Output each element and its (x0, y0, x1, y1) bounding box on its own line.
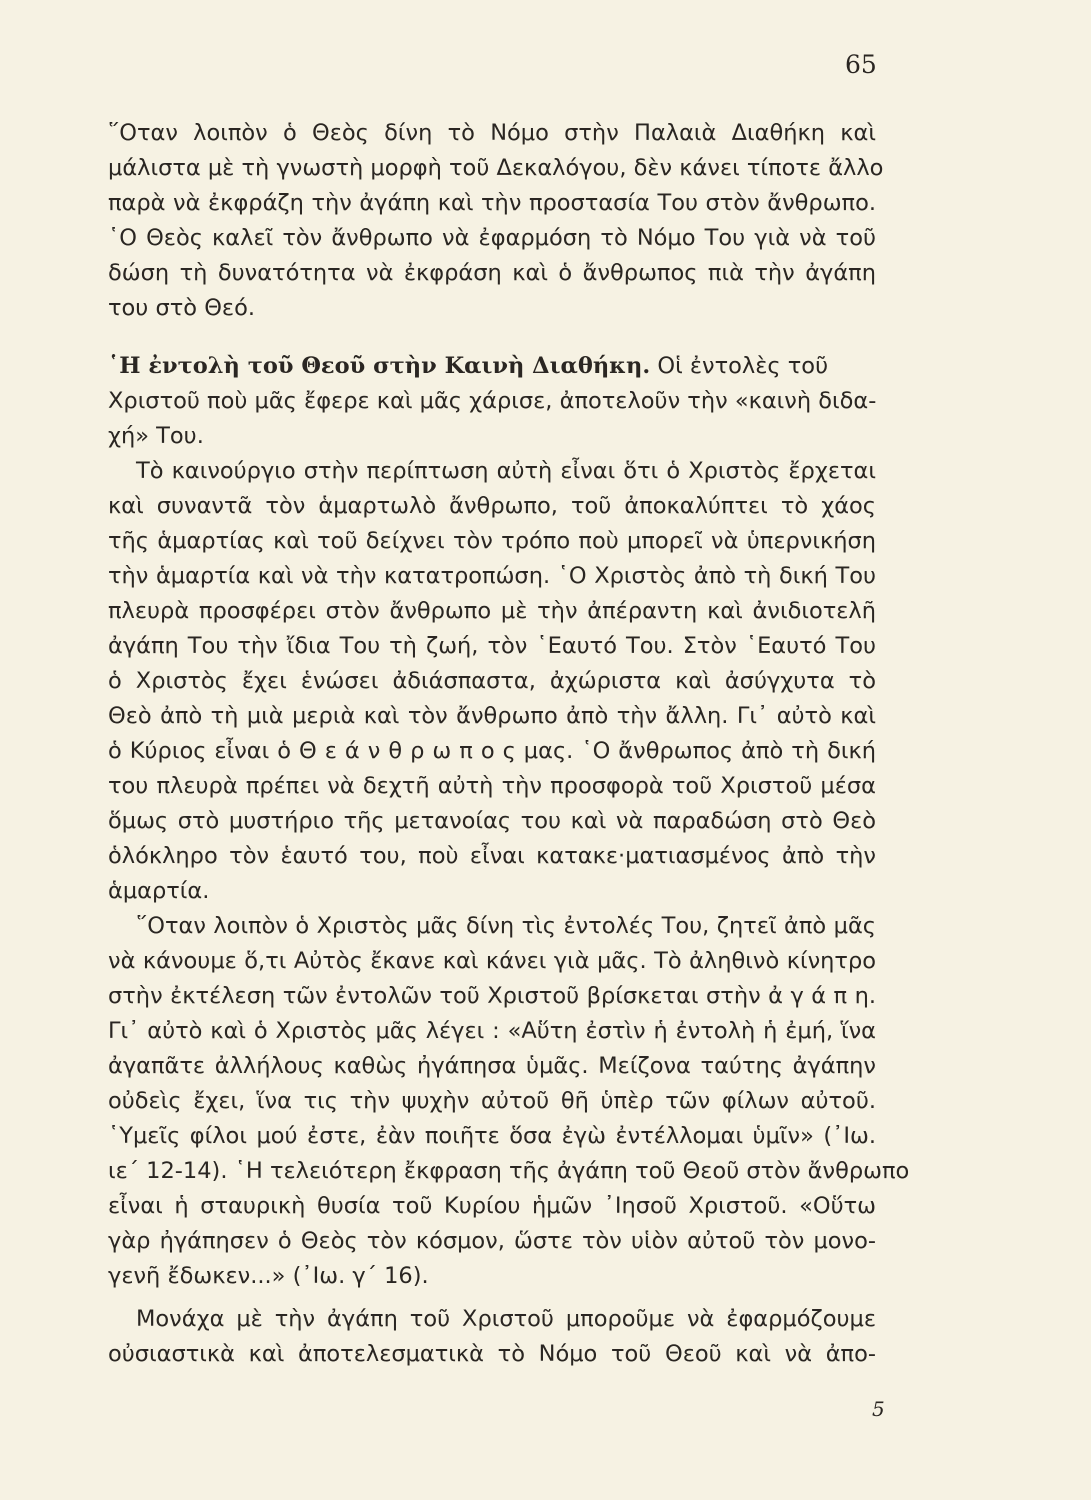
page-number: 65 (845, 50, 877, 79)
paragraph-3 (108, 454, 876, 489)
text-line: παρὰ νὰ ἐκφράζη τὴν ἀγάπη καὶ τὴν προστασία Του στὸν ἄνθρωπο. (108, 190, 876, 216)
text-line: ῾Ο Θεὸς καλεῖ τὸν ἄνθρωπο νὰ ἐφαρμόση τὸ Νόμο Του γιὰ νὰ τοῦ (108, 225, 876, 251)
text-line: πλευρὰ προσφέρει στὸν ἄνθρωπο μὲ τὴν ἀπέραντη καὶ ἀνιδιοτελῆ (108, 598, 876, 624)
paragraph-5 (108, 1302, 876, 1337)
text-line: Θεὸ ἀπὸ τὴ μιὰ μεριὰ καὶ τὸν ἄνθρωπο ἀπὸ τὴν ἄλλη. Γι᾿ αὐτὸ καὶ (108, 703, 876, 729)
paragraph-1 (108, 116, 884, 326)
text-fragment: Οἱ ἐντολὲς τοῦ (650, 353, 829, 379)
body-text (108, 116, 910, 1372)
text-line: χή» Του. (108, 423, 204, 449)
text-line: καὶ συναντᾶ τὸν ἁμαρτωλὸ ἄνθρωπο, τοῦ ἀποκαλύπτει τὸ χάος (108, 493, 876, 519)
text-line: Χριστοῦ ποὺ μᾶς ἔφερε καὶ μᾶς χάρισε, ἀποτελοῦν τὴν «καινὴ διδα- (108, 388, 877, 414)
text-line: δώση τὴ δυνατότητα νὰ ἐκφράση καὶ ὁ ἄνθρωπος πιὰ τὴν ἀγάπη (108, 260, 876, 286)
text-line: Γι᾿ αὐτὸ καὶ ὁ Χριστὸς μᾶς λέγει : «Αὕτη ἐστὶν ἡ ἐντολὴ ἡ ἐμή, ἵνα (108, 1018, 876, 1044)
text-line: τὴν ἁμαρτία καὶ νὰ τὴν κατατροπώση. ῾Ο Χριστὸς ἀπὸ τὴ δική Του (108, 563, 876, 589)
text-line: ὁ Χριστὸς ἔχει ἑνώσει ἀδιάσπαστα, ἀχώριστα καὶ ἀσύγχυτα τὸ (108, 668, 876, 694)
text-line: ὁλόκληρο τὸν ἑαυτό του, ποὺ εἶναι κατακε·ματιασμένος ἀπὸ τὴν (108, 843, 876, 869)
paragraph-4-body (108, 944, 910, 1294)
text-line: ῾Υμεῖς φίλοι μού ἐστε, ἐὰν ποιῆτε ὅσα ἐγὼ ἐντέλλομαι ὑμῖν» (᾿Ιω. (108, 1123, 876, 1149)
section-heading: ῾Η ἐντολὴ τοῦ Θεοῦ στὴν Καινὴ Διαθήκη. (108, 353, 651, 379)
text-line: γὰρ ἠγάπησεν ὁ Θεὸς τὸν κόσμον, ὥστε τὸν υἱὸν αὐτοῦ τὸν μονο- (108, 1228, 876, 1254)
text-line: εἶναι ἡ σταυρικὴ θυσία τοῦ Κυρίου ἡμῶν ᾿Ιησοῦ Χριστοῦ. «Οὕτω (108, 1193, 876, 1219)
text-line: του πλευρὰ πρέπει νὰ δεχτῆ αὐτὴ τὴν προσφορὰ τοῦ Χριστοῦ μέσα (108, 773, 876, 799)
paragraph-3-body (108, 489, 876, 909)
text-line: νὰ κάνουμε ὅ,τι Αὐτὸς ἔκανε καὶ κάνει γιὰ μᾶς. Τὸ ἀληθινὸ κίνητρο (108, 948, 876, 974)
text-line: Μονάχα μὲ τὴν ἀγάπη τοῦ Χριστοῦ μποροῦμε νὰ ἐφαρμόζουμε (136, 1306, 876, 1332)
text-line: ἁμαρτία. (108, 878, 210, 904)
text-line: στὴν ἐκτέλεση τῶν ἐντολῶν τοῦ Χριστοῦ βρίσκεται στὴν ἀ γ ά π η. (108, 983, 876, 1009)
paragraph-2 (108, 349, 876, 454)
text-line: οὐσιαστικὰ καὶ ἀποτελεσματικὰ τὸ Νόμο τοῦ Θεοῦ καὶ νὰ ἀπο- (108, 1341, 876, 1367)
text-line: τῆς ἁμαρτίας καὶ τοῦ δείχνει τὸν τρόπο ποὺ μπορεῖ νὰ ὑπερνικήση (108, 528, 876, 554)
printer-signature-mark: 5 (872, 1397, 885, 1421)
text-line: Τὸ καινούργιο στὴν περίπτωση αὐτὴ εἶναι ὅτι ὁ Χριστὸς ἔρχεται (136, 458, 876, 484)
text-line: του στὸ Θεό. (108, 295, 255, 321)
paragraph-5-body (108, 1337, 876, 1372)
text-line: γενῆ ἔδωκεν...» (᾿Ιω. γ΄ 16). (108, 1263, 429, 1289)
text-line: ὁ Κύριος εἶναι ὁ Θ ε ά ν θ ρ ω π ο ς μας. ῾Ο ἄνθρωπος ἀπὸ τὴ δική (108, 738, 876, 764)
text-line: οὐδεὶς ἔχει, ἵνα τις τὴν ψυχὴν αὐτοῦ θῆ ὑπὲρ τῶν φίλων αὐτοῦ. (108, 1088, 876, 1114)
text-line: ὅμως στὸ μυστήριο τῆς μετανοίας του καὶ νὰ παραδώση στὸ Θεὸ (108, 808, 876, 834)
text-line: ἀγαπᾶτε ἀλλήλους καθὼς ἠγάπησα ὑμᾶς. Μείζονα ταύτης ἀγάπην (108, 1053, 876, 1079)
text-line: μάλιστα μὲ τὴ γνωστὴ μορφὴ τοῦ Δεκαλόγου, δὲν κάνει τίποτε ἄλλο (108, 155, 884, 181)
text-line: ῞Οταν λοιπὸν ὁ Χριστὸς μᾶς δίνη τὶς ἐντολές Του, ζητεῖ ἀπὸ μᾶς (136, 913, 876, 939)
paragraph-4 (108, 909, 876, 944)
text-line: ἀγάπη Του τὴν ἴδια Του τὴ ζωή, τὸν ῾Εαυτό Του. Στὸν ῾Εαυτό Του (108, 633, 876, 659)
text-line (108, 349, 876, 384)
text-line: ῞Οταν λοιπὸν ὁ Θεὸς δίνη τὸ Νόμο στὴν Παλαιὰ Διαθήκη καὶ (108, 120, 876, 146)
text-line: ιε΄ 12-14). ῾Η τελειότερη ἔκφραση τῆς ἀγάπη τοῦ Θεοῦ στὸν ἄνθρωπο (108, 1158, 910, 1184)
